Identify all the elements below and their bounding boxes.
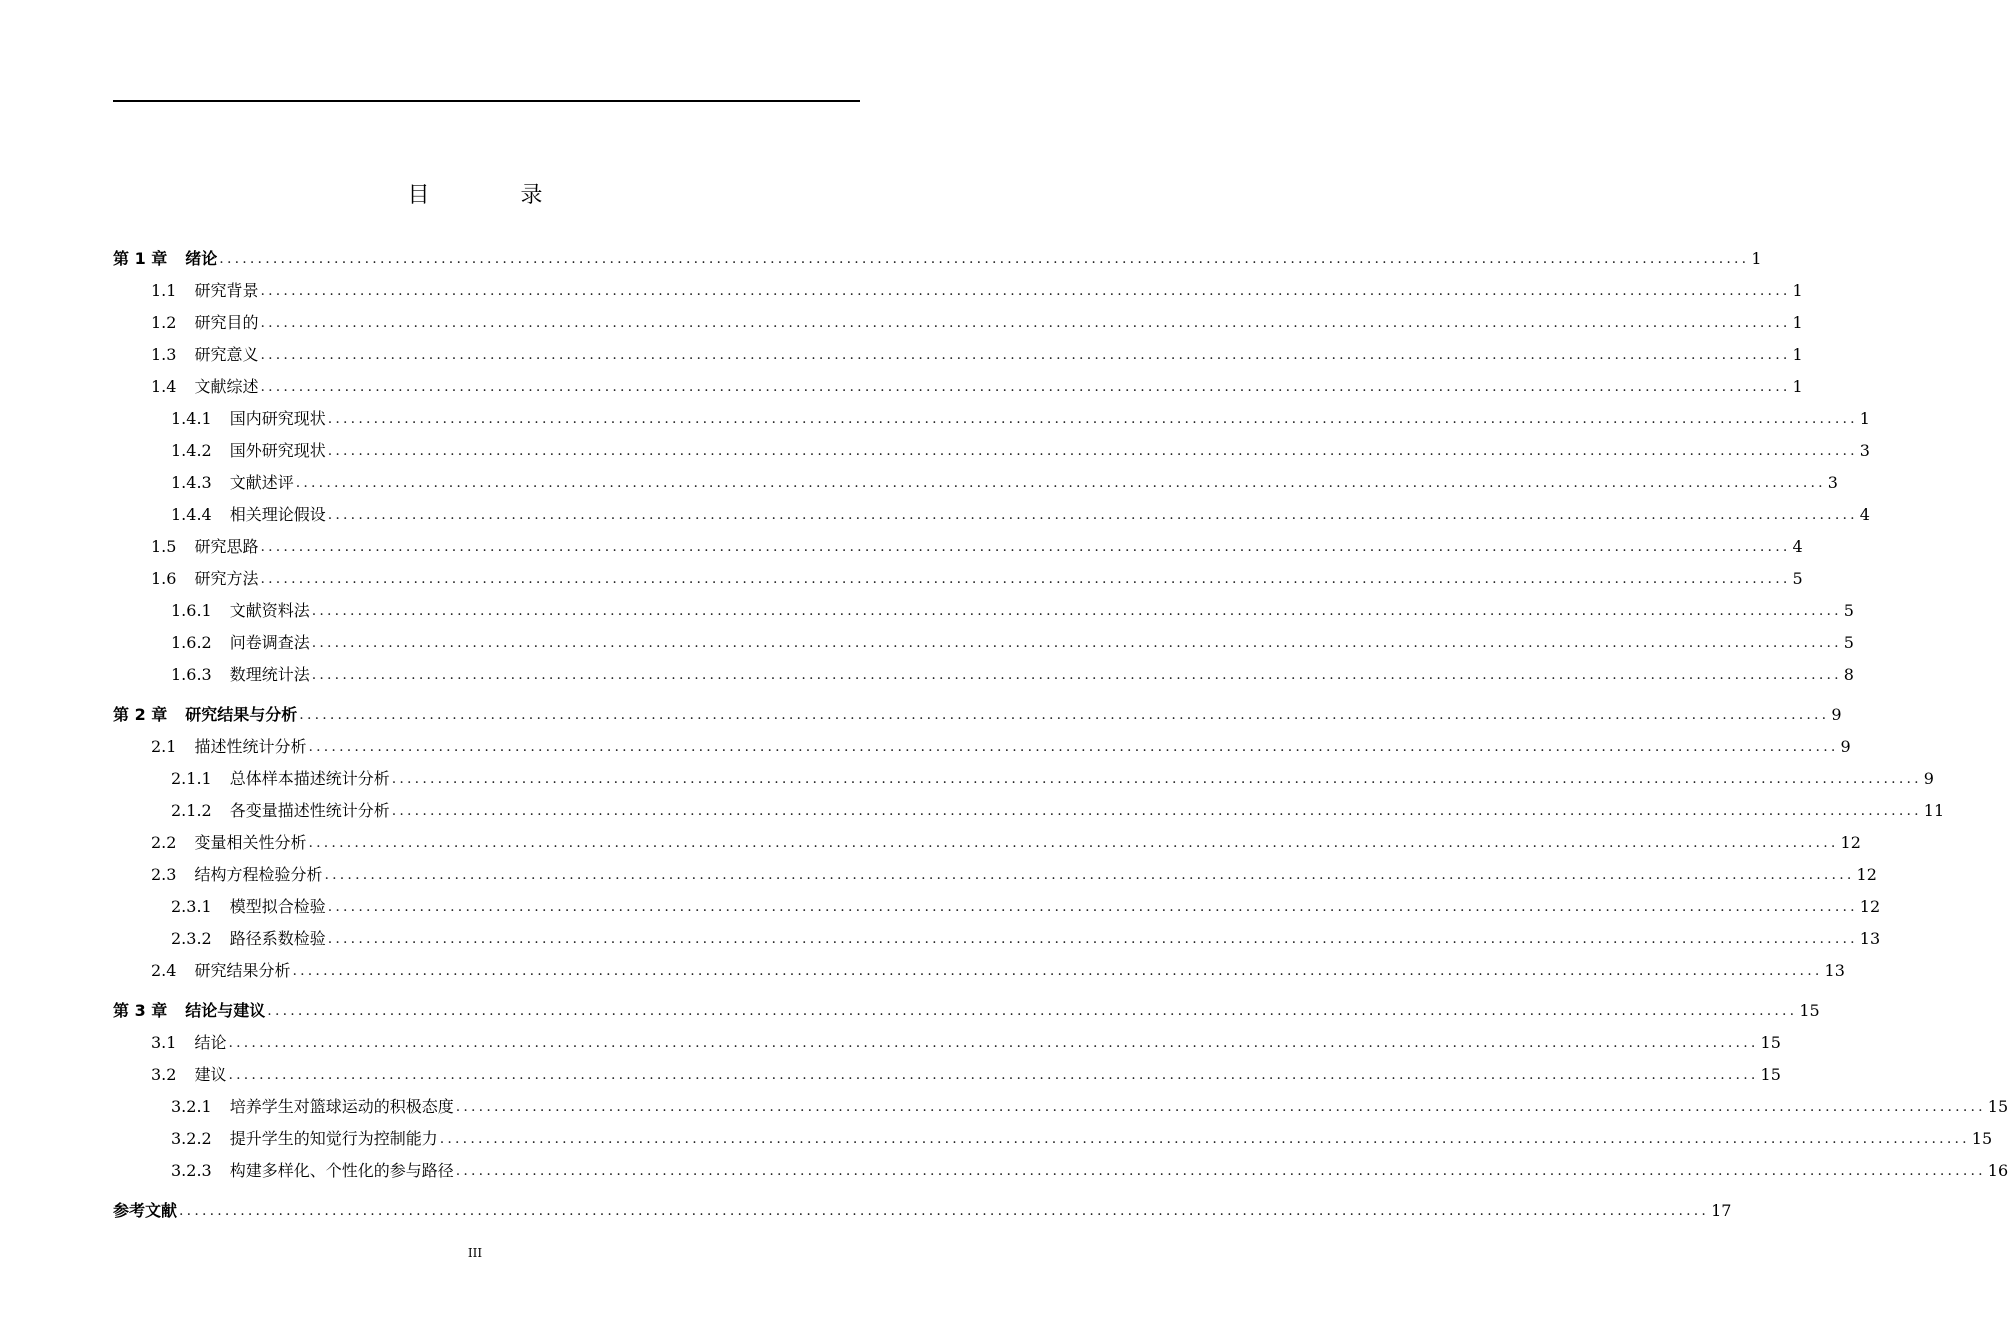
toc-entry-number: 2.1.2: [171, 801, 212, 820]
toc-entry-number: 1.4.4: [171, 505, 212, 524]
toc-dot-leader: ........................................................................................................................................................................................................: [391, 803, 1922, 819]
toc-entry-number: 2.3: [151, 865, 177, 884]
toc-entry-label: 文献述评: [229, 473, 294, 492]
toc-dot-leader: ........................................................................................................................................................................................................: [260, 347, 1791, 363]
toc-entry-page: 8: [1843, 665, 1854, 684]
toc-entry-number: 1.6: [151, 569, 177, 588]
toc-entry-page: 1: [1859, 409, 1870, 428]
toc-subsection-entry[interactable]: [171, 798, 1945, 824]
toc-entry-number: 3.2.1: [171, 1097, 212, 1116]
toc-entry-label: 各变量描述性统计分析: [229, 801, 390, 820]
toc-entry-label: 研究结果与分析: [185, 705, 298, 724]
toc-section-entry[interactable]: [151, 374, 1803, 400]
toc-entry-number: 1.3: [151, 345, 177, 364]
toc-dot-leader: ........................................................................................................................................................................................................: [292, 963, 1823, 979]
toc-dot-leader: ........................................................................................................................................................................................................: [308, 739, 1839, 755]
toc-entry-number: 3.2.2: [171, 1129, 212, 1148]
toc-entry-label: 研究背景: [194, 281, 259, 300]
toc-entry-number: 1.5: [151, 537, 177, 556]
toc-entry-label: 研究意义: [194, 345, 259, 364]
toc-entry-page: 15: [1799, 1001, 1820, 1020]
toc-section-entry[interactable]: [151, 1030, 1781, 1056]
toc-entry-page: 16: [1987, 1161, 2008, 1180]
page-number-footer: III: [467, 1246, 483, 1260]
toc-entry-page: 9: [1923, 769, 1934, 788]
toc-dot-leader: ........................................................................................................................................................................................................: [455, 1163, 1986, 1179]
toc-entry-label: 建议: [194, 1065, 227, 1084]
toc-entry-number: 1.4: [151, 377, 177, 396]
toc-entry-label: 研究方法: [194, 569, 259, 588]
toc-section-entry[interactable]: [151, 342, 1803, 368]
toc-dot-leader: ........................................................................................................................................................................................................: [311, 603, 1842, 619]
toc-section-entry[interactable]: [151, 310, 1803, 336]
toc-dot-leader: ........................................................................................................................................................................................................: [391, 771, 1922, 787]
toc-subsection-entry[interactable]: [171, 1126, 1993, 1152]
toc-entry-label: 研究思路: [194, 537, 259, 556]
toc-dot-leader: ........................................................................................................................................................................................................: [308, 835, 1839, 851]
toc-entry-page: 15: [1760, 1065, 1781, 1084]
toc-subsection-entry[interactable]: [171, 926, 1881, 952]
toc-entry-page: 5: [1843, 633, 1854, 652]
toc-subsection-entry[interactable]: [171, 630, 1854, 656]
toc-subsection-entry[interactable]: [171, 470, 1838, 496]
toc-dot-leader: ........................................................................................................................................................................................................: [260, 283, 1791, 299]
toc-dot-leader: ........................................................................................................................................................................................................: [455, 1099, 1986, 1115]
toc-entry-number: 2.1.1: [171, 769, 212, 788]
toc-entry-page: 11: [1923, 801, 1945, 820]
toc-entry-label: 变量相关性分析: [194, 833, 307, 852]
toc-chapter-entry[interactable]: [113, 246, 1762, 272]
toc-entry-label: 模型拟合检验: [229, 897, 326, 916]
toc-entry-label: 结论: [194, 1033, 227, 1052]
toc-entry-number: 第 1 章: [113, 249, 168, 268]
toc-dot-leader: ........................................................................................................................................................................................................: [311, 635, 1842, 651]
toc-entry-label: 研究目的: [194, 313, 259, 332]
toc-section-entry[interactable]: [151, 830, 1861, 856]
toc-entry-page: 12: [1859, 897, 1881, 916]
toc-chapter-entry[interactable]: [113, 702, 1842, 728]
toc-entry-label: 研究结果分析: [194, 961, 291, 980]
toc-entry-number: 2.2: [151, 833, 177, 852]
toc-dot-leader: ........................................................................................................................................................................................................: [295, 475, 1826, 491]
toc-entry-label: 描述性统计分析: [194, 737, 307, 756]
toc-entry-number: 3.1: [151, 1033, 177, 1052]
toc-entry-number: 1.1: [151, 281, 177, 300]
toc-dot-leader: ........................................................................................................................................................................................................: [327, 899, 1858, 915]
toc-entry-label: 参考文献: [113, 1201, 178, 1220]
toc-entry-page: 1: [1792, 281, 1803, 300]
toc-dot-leader: ........................................................................................................................................................................................................: [260, 315, 1791, 331]
toc-entry-number: 1.6.1: [171, 601, 212, 620]
toc-dot-leader: ........................................................................................................................................................................................................: [327, 931, 1858, 947]
toc-entry-page: 9: [1831, 705, 1842, 724]
toc-entry-label: 路径系数检验: [229, 929, 326, 948]
toc-entry-page: 4: [1859, 505, 1870, 524]
toc-entry-number: 3.2: [151, 1065, 177, 1084]
toc-subsection-entry[interactable]: [171, 1094, 2008, 1120]
toc-entry-number: 3.2.3: [171, 1161, 212, 1180]
toc-dot-leader: ........................................................................................................................................................................................................: [260, 571, 1791, 587]
toc-subsection-entry[interactable]: [171, 438, 1870, 464]
toc-entry-page: 13: [1824, 961, 1845, 980]
toc-entry-page: 17: [1711, 1201, 1732, 1220]
toc-section-entry[interactable]: [151, 958, 1845, 984]
toc-dot-leader: ........................................................................................................................................................................................................: [327, 443, 1858, 459]
toc-entry-number: 1.4.2: [171, 441, 212, 460]
toc-entry-label: 数理统计法: [229, 665, 310, 684]
toc-entry-label: 国内研究现状: [229, 409, 326, 428]
toc-entry-page: 12: [1840, 833, 1861, 852]
toc-section-entry[interactable]: [151, 278, 1803, 304]
toc-subsection-entry[interactable]: [171, 406, 1870, 432]
toc-entry-page: 1: [1751, 249, 1762, 268]
toc-entry-page: 15: [1760, 1033, 1781, 1052]
toc-entry-number: 1.2: [151, 313, 177, 332]
toc-entry-page: 1: [1792, 313, 1803, 332]
toc-entry-page: 3: [1827, 473, 1838, 492]
toc-entry-page: 12: [1856, 865, 1877, 884]
toc-entry-page: 5: [1843, 601, 1854, 620]
toc-dot-leader: ........................................................................................................................................................................................................: [228, 1035, 1759, 1051]
toc-entry-label: 结论与建议: [185, 1001, 266, 1020]
toc-entry-number: 第 3 章: [113, 1001, 168, 1020]
toc-dot-leader: ........................................................................................................................................................................................................: [267, 1003, 1798, 1019]
toc-entry-number: 1.6.2: [171, 633, 212, 652]
toc-entry-label: 培养学生对篮球运动的积极态度: [229, 1097, 454, 1116]
toc-entry-number: 2.1: [151, 737, 177, 756]
toc-entry-label: 总体样本描述统计分析: [229, 769, 390, 788]
toc-entry-page: 5: [1792, 569, 1803, 588]
toc-entry-label: 相关理论假设: [229, 505, 326, 524]
toc-entry-label: 构建多样化、个性化的参与路径: [229, 1161, 454, 1180]
toc-subsection-entry[interactable]: [171, 502, 1870, 528]
toc-entry-number: 第 2 章: [113, 705, 168, 724]
toc-chapter-entry[interactable]: [113, 998, 1820, 1024]
toc-entry-page: 13: [1859, 929, 1881, 948]
toc-dot-leader: ........................................................................................................................................................................................................: [228, 1067, 1759, 1083]
toc-dot-leader: ........................................................................................................................................................................................................: [439, 1131, 1970, 1147]
toc-dot-leader: ........................................................................................................................................................................................................: [219, 251, 1750, 267]
header-rule: [113, 100, 860, 102]
toc-subsection-entry[interactable]: [171, 662, 1854, 688]
toc-entry-page: 9: [1840, 737, 1851, 756]
toc-dot-leader: ........................................................................................................................................................................................................: [260, 539, 1791, 555]
toc-entry-number: 1.6.3: [171, 665, 212, 684]
toc-entry-label: 结构方程检验分析: [194, 865, 323, 884]
toc-entry-page: 1: [1792, 377, 1803, 396]
toc-entry-number: 1.4.1: [171, 409, 212, 428]
toc-entry-label: 问卷调查法: [229, 633, 310, 652]
toc-subsection-entry[interactable]: [171, 598, 1854, 624]
toc-entry-label: 国外研究现状: [229, 441, 326, 460]
toc-dot-leader: ........................................................................................................................................................................................................: [327, 507, 1858, 523]
toc-dot-leader: ........................................................................................................................................................................................................: [324, 867, 1855, 883]
toc-section-entry[interactable]: [151, 734, 1851, 760]
toc-entry-label: 文献资料法: [229, 601, 310, 620]
toc-entry-label: 绪论: [185, 249, 218, 268]
toc-chapter-entry[interactable]: [113, 1198, 1732, 1224]
toc-dot-leader: ........................................................................................................................................................................................................: [179, 1203, 1710, 1219]
toc-dot-leader: ........................................................................................................................................................................................................: [299, 707, 1830, 723]
toc-dot-leader: ........................................................................................................................................................................................................: [260, 379, 1791, 395]
toc-entry-label: 文献综述: [194, 377, 259, 396]
toc-entry-number: 2.3.2: [171, 929, 212, 948]
toc-entry-number: 2.3.1: [171, 897, 212, 916]
toc-section-entry[interactable]: [151, 862, 1877, 888]
toc-section-entry[interactable]: [151, 534, 1803, 560]
toc-subsection-entry[interactable]: [171, 766, 1934, 792]
toc-entry-page: 4: [1792, 537, 1803, 556]
toc-entry-page: 1: [1792, 345, 1803, 364]
toc-subsection-entry[interactable]: [171, 1158, 2008, 1184]
toc-entry-number: 2.4: [151, 961, 177, 980]
toc-entry-number: 1.4.3: [171, 473, 212, 492]
toc-entry-label: 提升学生的知觉行为控制能力: [229, 1129, 438, 1148]
toc-subsection-entry[interactable]: [171, 894, 1881, 920]
toc-entry-page: 15: [1987, 1097, 2008, 1116]
toc-section-entry[interactable]: [151, 1062, 1781, 1088]
toc-entry-page: 15: [1971, 1129, 1993, 1148]
page-title: 目 录: [407, 183, 585, 208]
toc-entry-page: 3: [1859, 441, 1870, 460]
toc-dot-leader: ........................................................................................................................................................................................................: [311, 667, 1842, 683]
toc-section-entry[interactable]: [151, 566, 1803, 592]
toc-dot-leader: ........................................................................................................................................................................................................: [327, 411, 1858, 427]
